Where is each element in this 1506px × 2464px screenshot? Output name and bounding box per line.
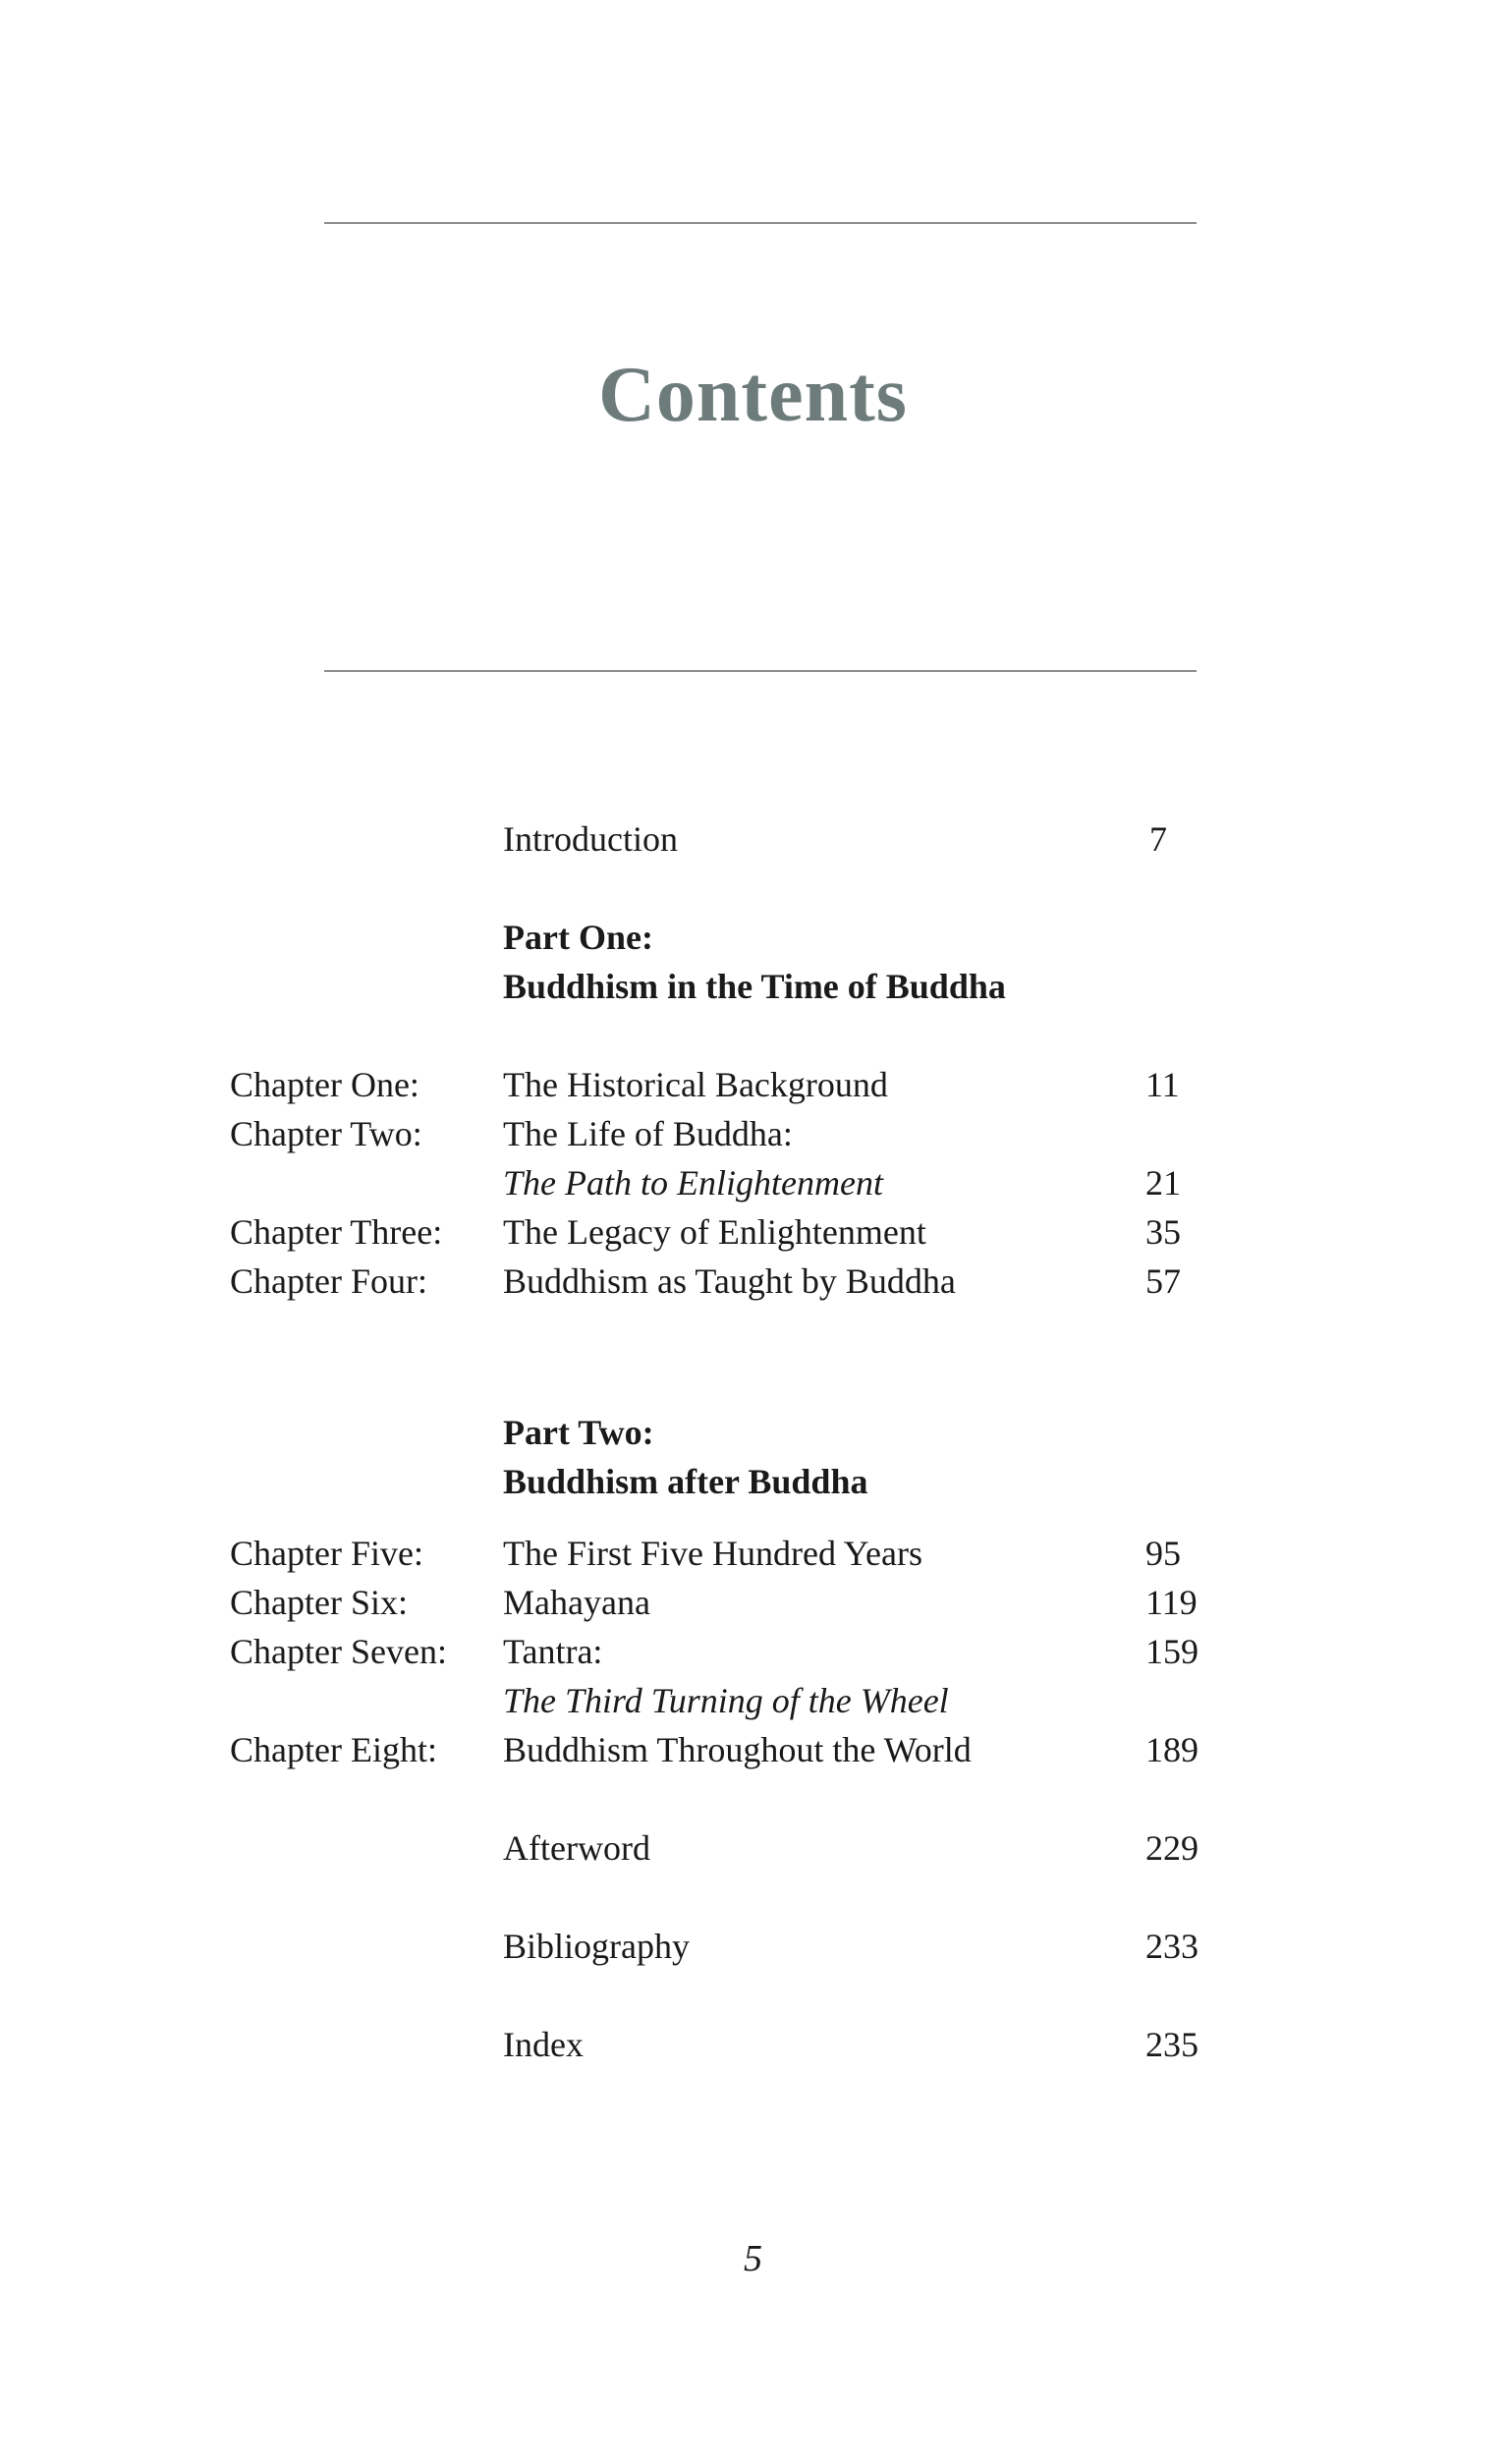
page-number: 5 (744, 2238, 762, 2279)
toc-page-introduction: 7 (1149, 819, 1167, 859)
part-two-subtitle: Buddhism after Buddha (503, 1462, 868, 1501)
part-one-label: Part One: (503, 918, 653, 957)
chapter-label: Chapter Five: (230, 1534, 423, 1573)
toc-entry-bibliography: Bibliography (503, 1927, 690, 1966)
part-one-subtitle: Buddhism in the Time of Buddha (503, 967, 1006, 1006)
part-two-label: Part Two: (503, 1413, 654, 1452)
chapter-title: The Legacy of Enlightenment (503, 1212, 926, 1252)
chapter-title: The First Five Hundred Years (503, 1534, 922, 1573)
chapter-label: Chapter One: (230, 1065, 419, 1104)
chapter-title: Buddhism Throughout the World (503, 1730, 972, 1769)
chapter-label: Chapter Two: (230, 1114, 422, 1153)
chapter-title: The Life of Buddha: (503, 1114, 793, 1153)
toc-page-index: 235 (1145, 2025, 1199, 2064)
chapter-page: 189 (1145, 1730, 1199, 1769)
chapter-label: Chapter Seven: (230, 1632, 447, 1671)
chapter-page: 35 (1145, 1212, 1181, 1252)
top-rule (324, 222, 1197, 224)
chapter-label: Chapter Three: (230, 1212, 443, 1252)
chapter-page: 119 (1145, 1583, 1198, 1622)
chapter-page: 11 (1145, 1065, 1180, 1104)
chapter-page: 57 (1145, 1261, 1181, 1301)
chapter-title: The Historical Background (503, 1065, 888, 1104)
toc-page-bibliography: 233 (1145, 1927, 1199, 1966)
chapter-subtitle: The Third Turning of the Wheel (503, 1681, 949, 1720)
chapter-page: 95 (1145, 1534, 1181, 1573)
chapter-title: Buddhism as Taught by Buddha (503, 1261, 956, 1301)
chapter-subtitle: The Path to Enlightenment (503, 1163, 883, 1203)
chapter-label: Chapter Eight: (230, 1730, 437, 1769)
toc-entry-index: Index (503, 2025, 584, 2064)
page-title: Contents (598, 352, 908, 438)
chapter-page: 21 (1145, 1163, 1181, 1203)
toc-entry-afterword: Afterword (503, 1828, 650, 1868)
chapter-title: Mahayana (503, 1583, 650, 1622)
chapter-label: Chapter Four: (230, 1261, 427, 1301)
bottom-rule (324, 670, 1197, 672)
chapter-label: Chapter Six: (230, 1583, 408, 1622)
chapter-title: Tantra: (503, 1632, 603, 1671)
chapter-page: 159 (1145, 1632, 1199, 1671)
toc-entry-introduction: Introduction (503, 819, 678, 859)
toc-page-afterword: 229 (1145, 1828, 1199, 1868)
